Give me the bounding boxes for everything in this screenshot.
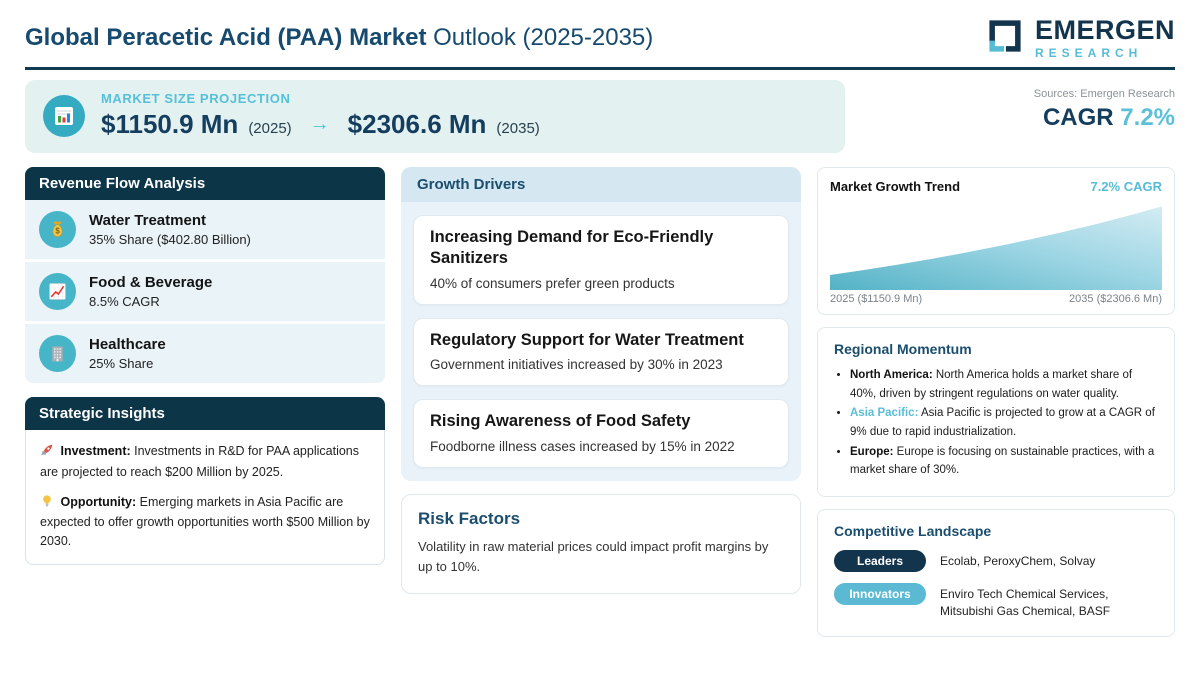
trend-label-right: 2035 ($2306.6 Mn) <box>1069 293 1162 305</box>
revenue-item-texts <box>89 212 251 247</box>
cagr-line <box>1034 104 1175 132</box>
chart-up-icon <box>39 273 76 310</box>
projection-end-year: (2035) <box>496 120 540 137</box>
strategic-insights-body <box>25 430 385 565</box>
insight-label: Opportunity: <box>60 494 137 509</box>
page-title-rest: Outlook (2025-2035) <box>426 24 654 51</box>
regional-label: Asia Pacific: <box>850 407 919 420</box>
regional-text: Europe is focusing on sustainable practices, with a market share of 30%. <box>850 445 1155 477</box>
growth-card-detail: Foodborne illness cases increased by 15% in 2022 <box>430 438 735 454</box>
revenue-flow-panel <box>25 167 385 383</box>
revenue-item-title: Healthcare <box>89 336 166 353</box>
trend-cagr-badge: 7.2% CAGR <box>1090 179 1162 194</box>
page-title <box>25 24 653 52</box>
regional-text: Asia Pacific is projected to grow at a CAGR of 9% due to rapid industrialization. <box>850 407 1155 438</box>
revenue-item-texts <box>89 274 212 309</box>
arrow-right-icon: → <box>309 113 330 135</box>
main-columns <box>25 167 1175 637</box>
bar-chart-icon <box>43 95 85 137</box>
risk-factors-card <box>401 494 801 594</box>
risk-factors-text: Volatility in raw material prices could impact profit margins by up to 10%. <box>418 538 769 574</box>
insight-text: Emerging markets in Asia Pacific are expected to offer growth opportunities worth $500 Million by 2030. <box>40 494 370 548</box>
market-size-projection-bar <box>25 80 845 153</box>
regional-label: Europe: <box>850 445 894 458</box>
insight-text: Investments in R&D for PAA applications are projected to reach $200 Million by 2025. <box>40 444 359 479</box>
leaders-badge: Leaders <box>834 550 926 572</box>
landscape-row-leaders <box>834 550 1158 572</box>
revenue-item-detail: 8.5% CAGR <box>89 294 160 309</box>
left-column <box>25 167 385 637</box>
cagr-label: CAGR <box>1042 104 1121 131</box>
growth-drivers-panel <box>401 167 801 481</box>
revenue-item-detail: 35% Share ($402.80 Billion) <box>89 232 251 247</box>
middle-column <box>401 167 801 637</box>
insight-opportunity <box>40 493 370 551</box>
trend-axis-labels <box>830 293 1162 305</box>
page-title-bold: Global Peracetic Acid (PAA) Market <box>25 24 427 51</box>
rocket-icon <box>40 443 54 463</box>
risk-factors-title: Risk Factors <box>418 508 521 528</box>
revenue-item-texts <box>89 336 166 371</box>
header <box>25 14 1175 62</box>
revenue-item-water-treatment <box>25 200 385 259</box>
projection-texts <box>101 91 540 140</box>
insight-label: Investment: <box>60 444 131 458</box>
sources-note: Sources: Emergen Research <box>1033 88 1175 100</box>
revenue-item-title: Water Treatment <box>89 212 206 229</box>
regional-label: North America: <box>850 369 933 381</box>
growth-card-detail: 40% of consumers prefer green products <box>430 275 675 291</box>
projection-row <box>25 80 1175 153</box>
regional-list <box>834 366 1158 480</box>
svg-text:$: $ <box>55 226 60 236</box>
revenue-items <box>25 200 385 383</box>
trend-card-header <box>830 179 1162 194</box>
growth-card-title: Rising Awareness of Food Safety <box>430 412 691 431</box>
trend-title: Market Growth Trend <box>830 179 961 194</box>
regional-item-asia-pacific <box>850 404 1158 441</box>
bulb-icon <box>40 494 54 514</box>
strategic-insights-panel <box>25 397 385 565</box>
revenue-flow-header: Revenue Flow Analysis <box>25 167 385 200</box>
growth-card-title: Increasing Demand for Eco-Friendly Sanitizers <box>430 228 714 268</box>
competitive-landscape-card <box>817 509 1175 638</box>
growth-drivers-header: Growth Drivers <box>401 167 801 202</box>
regional-momentum-title: Regional Momentum <box>834 341 972 357</box>
growth-card-eco-sanitizers <box>413 215 789 305</box>
regional-item-north-america <box>850 366 1158 403</box>
innovators-badge: Innovators <box>834 583 926 605</box>
trend-label-left: 2025 ($1150.9 Mn) <box>830 293 923 305</box>
logo-text <box>1034 14 1175 60</box>
leaders-companies: Ecolab, PeroxyChem, Solvay <box>940 553 1096 568</box>
trend-area-path <box>830 206 1162 290</box>
right-column <box>817 167 1175 637</box>
projection-end-value: $2306.6 Mn <box>347 109 487 139</box>
projection-start-year: (2025) <box>248 120 292 137</box>
regional-text: North America holds a market share of 40%, driven by stringent regulations on water quality. <box>850 369 1133 400</box>
innovators-companies: Enviro Tech Chemical Services, Mitsubishi Gas Chemical, BASF <box>940 586 1111 618</box>
growth-card-title: Regulatory Support for Water Treatment <box>430 330 744 349</box>
building-icon <box>39 335 76 372</box>
emergen-logo-square-icon <box>983 14 1027 63</box>
title-rule <box>25 67 1175 70</box>
growth-driver-cards <box>401 215 801 468</box>
revenue-item-title: Food & Beverage <box>89 274 213 291</box>
emergen-logo <box>983 14 1175 63</box>
growth-card-detail: Government initiatives increased by 30% in 2023 <box>430 357 723 373</box>
landscape-row-innovators <box>834 583 1158 620</box>
revenue-item-detail: 25% Share <box>89 356 154 371</box>
logo-line2: RESEARCH <box>1034 45 1143 60</box>
market-growth-trend-card <box>817 167 1175 315</box>
strategic-insights-header: Strategic Insights <box>25 397 385 430</box>
cagr-value: 7.2% <box>1120 104 1175 131</box>
trend-chart-svg <box>830 202 1162 290</box>
regional-momentum-card <box>817 327 1175 497</box>
meta-block <box>1034 80 1175 132</box>
projection-label: MARKET SIZE PROJECTION <box>101 91 291 106</box>
money-bag-icon <box>39 211 76 248</box>
insight-investment <box>40 442 370 482</box>
regional-item-europe <box>850 443 1158 480</box>
projection-start-value: $1150.9 Mn <box>101 109 239 139</box>
growth-card-food-safety <box>413 399 789 467</box>
growth-card-regulatory-support <box>413 318 789 386</box>
logo-line1: EMERGEN <box>1034 14 1175 45</box>
revenue-item-healthcare <box>25 324 385 383</box>
projection-values <box>101 109 540 140</box>
revenue-item-food-beverage <box>25 262 385 321</box>
competitive-landscape-title: Competitive Landscape <box>834 522 992 539</box>
